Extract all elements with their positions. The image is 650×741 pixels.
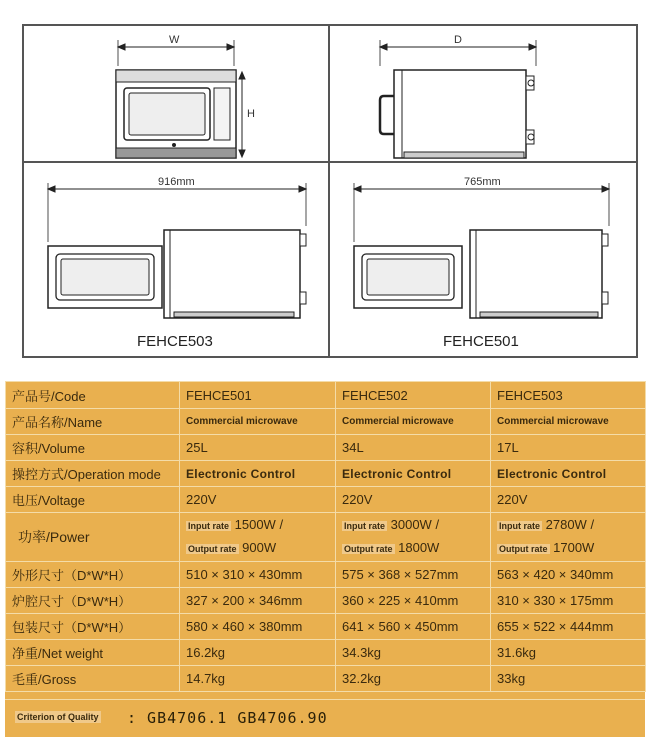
open-door-view-501 bbox=[354, 230, 608, 318]
table-row-code bbox=[6, 382, 646, 409]
drawing-lines bbox=[24, 26, 636, 356]
open-width-501-label: 765mm bbox=[464, 176, 501, 188]
dimension-drawings bbox=[22, 24, 638, 358]
row-label: 产品名称/Name bbox=[6, 409, 180, 435]
table-cell: 32.2kg bbox=[336, 666, 491, 692]
table-cell: Electronic Control bbox=[180, 461, 336, 487]
row-label: 功率/Power bbox=[6, 513, 180, 562]
model-label-501: FEHCE501 bbox=[443, 333, 519, 350]
output-rate-tag: Output rate bbox=[499, 544, 548, 554]
side-view-microwave bbox=[380, 70, 534, 158]
table-cell: 31.6kg bbox=[491, 640, 646, 666]
table-cell: 33kg bbox=[491, 666, 646, 692]
output-rate-tag: Output rate bbox=[344, 544, 393, 554]
table-cell: 220V bbox=[491, 487, 646, 513]
input-rate-tag: Input rate bbox=[344, 521, 386, 531]
table-cell: 575 × 368 × 527mm bbox=[336, 562, 491, 588]
input-rate-value: 1500W / bbox=[234, 517, 284, 532]
row-label: 毛重/Gross bbox=[6, 666, 180, 692]
table-cell: 563 × 420 × 340mm bbox=[491, 562, 646, 588]
table-cell: 641 × 560 × 450mm bbox=[336, 614, 491, 640]
row-label: 产品号/Code bbox=[6, 382, 180, 409]
power-cell bbox=[491, 513, 646, 562]
model-label-503: FEHCE503 bbox=[137, 333, 213, 350]
open-width-503-label: 916mm bbox=[158, 176, 195, 188]
output-rate-value: 1800W bbox=[398, 540, 440, 555]
table-row-cavity-size bbox=[6, 588, 646, 614]
table-cell: 310 × 330 × 175mm bbox=[491, 588, 646, 614]
quality-criterion bbox=[5, 699, 645, 738]
table-cell: 16.2kg bbox=[180, 640, 336, 666]
table-row-package-size bbox=[6, 614, 646, 640]
power-cell bbox=[180, 513, 336, 562]
table-cell: Commercial microwave bbox=[336, 409, 491, 435]
table-cell: 34L bbox=[336, 435, 491, 461]
output-rate-tag: Output rate bbox=[188, 544, 237, 554]
criterion-value: : GB4706.1 GB4706.90 bbox=[127, 709, 328, 727]
output-rate bbox=[497, 537, 645, 560]
height-dimension-label: H bbox=[247, 108, 255, 120]
output-rate-value: 1700W bbox=[553, 540, 595, 555]
table-cell: Electronic Control bbox=[336, 461, 491, 487]
row-label: 电压/Voltage bbox=[6, 487, 180, 513]
table-cell: 34.3kg bbox=[336, 640, 491, 666]
spec-table bbox=[5, 381, 646, 692]
table-row-net-weight bbox=[6, 640, 646, 666]
table-cell: 655 × 522 × 444mm bbox=[491, 614, 646, 640]
table-row-gross-weight bbox=[6, 666, 646, 692]
table-row-power bbox=[6, 513, 646, 562]
model-header: FEHCE503 bbox=[491, 382, 646, 409]
front-view-microwave bbox=[116, 70, 236, 158]
table-cell: 327 × 200 × 346mm bbox=[180, 588, 336, 614]
table-cell: 14.7kg bbox=[180, 666, 336, 692]
input-rate-tag: Input rate bbox=[499, 521, 541, 531]
spec-table-panel bbox=[5, 381, 645, 737]
output-rate-value: 900W bbox=[242, 540, 277, 555]
width-dimension-label: W bbox=[169, 34, 180, 46]
table-cell: Electronic Control bbox=[491, 461, 646, 487]
table-cell: 220V bbox=[336, 487, 491, 513]
table-row-outer-size bbox=[6, 562, 646, 588]
row-label: 外形尺寸（D*W*H） bbox=[6, 562, 180, 588]
table-cell: 220V bbox=[180, 487, 336, 513]
table-cell: Commercial microwave bbox=[491, 409, 646, 435]
row-label: 容积/Volume bbox=[6, 435, 180, 461]
criterion-tag: Criterion of Quality bbox=[17, 712, 99, 722]
row-label: 炉腔尺寸（D*W*H） bbox=[6, 588, 180, 614]
row-label: 净重/Net weight bbox=[6, 640, 180, 666]
open-door-view-503 bbox=[48, 230, 306, 318]
input-rate bbox=[497, 514, 645, 537]
output-rate bbox=[342, 537, 490, 560]
row-label: 包装尺寸（D*W*H） bbox=[6, 614, 180, 640]
power-cell bbox=[336, 513, 491, 562]
table-cell: 17L bbox=[491, 435, 646, 461]
input-rate-value: 3000W / bbox=[390, 517, 440, 532]
depth-dimension-label: D bbox=[454, 34, 462, 46]
row-label: 操控方式/Operation mode bbox=[6, 461, 180, 487]
table-cell: 580 × 460 × 380mm bbox=[180, 614, 336, 640]
input-rate bbox=[186, 514, 335, 537]
input-rate-tag: Input rate bbox=[188, 521, 230, 531]
model-header: FEHCE501 bbox=[180, 382, 336, 409]
table-cell: 25L bbox=[180, 435, 336, 461]
output-rate bbox=[186, 537, 335, 560]
table-cell: 510 × 310 × 430mm bbox=[180, 562, 336, 588]
table-row-voltage bbox=[6, 487, 646, 513]
table-cell: 360 × 225 × 410mm bbox=[336, 588, 491, 614]
table-row-volume bbox=[6, 435, 646, 461]
table-row-operation-mode bbox=[6, 461, 646, 487]
table-cell: Commercial microwave bbox=[180, 409, 336, 435]
table-row-name bbox=[6, 409, 646, 435]
input-rate-value: 2780W / bbox=[545, 517, 595, 532]
model-header: FEHCE502 bbox=[336, 382, 491, 409]
input-rate bbox=[342, 514, 490, 537]
